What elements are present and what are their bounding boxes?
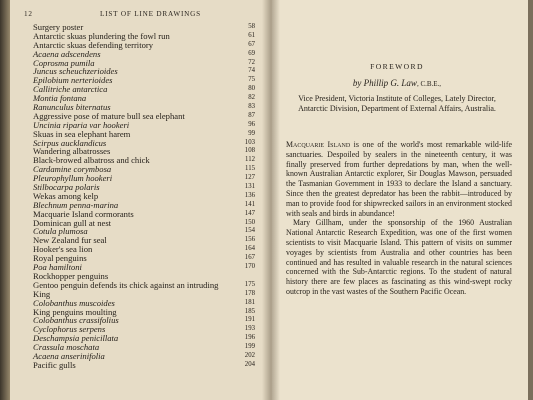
- drawing-page-number: 112: [245, 156, 255, 164]
- drawing-title: Antarctic skuas plundering the fowl run: [33, 30, 170, 41]
- drawing-page-number: 75: [248, 76, 255, 84]
- drawing-page-number: 141: [244, 200, 255, 208]
- drawing-title: Black-browed albatross and chick: [33, 155, 150, 166]
- drawing-title: Crassula moschata: [33, 342, 100, 353]
- drawing-title: Poa hamiltoni: [33, 262, 82, 273]
- drawing-entry: [33, 361, 255, 370]
- drawing-title: Montia fontana: [33, 93, 87, 104]
- running-header: [24, 10, 260, 22]
- drawing-page-number: 181: [244, 298, 255, 306]
- drawing-page-number: 164: [244, 245, 255, 253]
- drawing-title: Skuas in sea elephant harem: [33, 128, 131, 139]
- drawing-title: Royal penguins: [33, 253, 87, 264]
- drawing-title: Antarctic skuas defending territory: [33, 39, 154, 50]
- drawing-page-number: 131: [244, 183, 255, 191]
- drawing-title: Wandering albatrosses: [33, 146, 111, 157]
- drawing-page-number: 58: [248, 23, 255, 30]
- drawing-title: Cotula plumosa: [33, 226, 88, 237]
- drawing-title: Pacific gulls: [33, 359, 76, 370]
- drawing-page-number: 136: [244, 191, 255, 199]
- drawing-title: Uncinia riparia var hookeri: [33, 119, 130, 130]
- drawing-title: Scirpus aucklandicus: [33, 137, 107, 148]
- drawing-title: Aggressive pose of mature bull sea elephant: [33, 110, 185, 121]
- paragraph-lead-in: Macquarie Island: [286, 140, 351, 149]
- foreword-paragraph: [286, 218, 512, 296]
- drawing-title: Cardamine corymbosa: [33, 164, 112, 175]
- drawing-title: Deschampsia penicillata: [33, 333, 119, 344]
- drawing-title: Wekas among kelp: [33, 190, 99, 201]
- drawing-page-number: 202: [244, 351, 255, 359]
- drawing-title: Acaena adscendens: [33, 48, 101, 59]
- drawing-page-number: 115: [245, 165, 255, 173]
- drawing-title: Gentoo penguin defends its chick against an intruding: [33, 279, 219, 290]
- drawing-page-number: 175: [244, 280, 255, 288]
- author-name: Phillip G. Law: [363, 78, 417, 88]
- drawing-page-number: 154: [244, 227, 255, 235]
- drawing-title: Colobanthus muscoides: [33, 297, 115, 308]
- drawing-title: Callitriche antarctica: [33, 84, 108, 95]
- drawing-title: Surgery poster: [33, 22, 84, 32]
- drawing-page-number: 150: [244, 218, 255, 226]
- drawing-page-number: 69: [248, 49, 255, 57]
- drawing-page-number: 103: [244, 138, 255, 146]
- page-number: 12: [24, 10, 33, 18]
- drawing-page-number: 178: [244, 289, 255, 297]
- drawing-page-number: 204: [244, 360, 255, 368]
- drawing-page-number: 185: [244, 307, 255, 315]
- foreword-heading: FOREWORD: [370, 62, 424, 71]
- paragraph-text: Mary Gillham, under the sponsorship of the 1960 Australian National Antarctic Research Expedition, was one of the first women scientists to visit Macquarie Island. This pattern of visits on summer voyages by scientists from Australia and other countries has been continued and has resulted in valuable research in the natural sciences concerned with the Sub-Antarctic regions. To the student of natural history there are few places as fascinating as this wind-swept rocky outcrop in the vast wastes of the Southern Pacific Ocean.: [286, 218, 512, 296]
- drawing-title: Coprosma pumila: [33, 57, 95, 68]
- drawing-page-number: 127: [244, 174, 255, 182]
- drawing-title: Stilbocarpa polaris: [33, 182, 100, 193]
- drawing-page-number: 108: [244, 147, 255, 155]
- foreword-paragraph: [286, 140, 512, 218]
- foreword-body: [286, 140, 512, 297]
- drawing-title: Hooker's sea lion: [33, 244, 93, 255]
- drawing-page-number: 61: [248, 31, 255, 39]
- drawing-page-number: 82: [248, 94, 255, 102]
- author-honours: , C.B.E.,: [416, 80, 442, 88]
- list-of-line-drawings: [33, 23, 255, 370]
- drawing-entry: [33, 281, 255, 290]
- drawing-title: Acaena anserinifolia: [33, 350, 105, 361]
- drawing-page-number: 99: [248, 129, 255, 137]
- drawing-page-number: 147: [244, 209, 255, 217]
- drawing-title: King penguins moulting: [33, 306, 117, 317]
- drawing-page-number: 80: [248, 85, 255, 93]
- drawing-title: Colobanthus crassifolius: [33, 315, 119, 326]
- drawing-page-number: 96: [248, 120, 255, 128]
- drawing-page-number: 87: [248, 111, 255, 119]
- drawing-page-number: 156: [244, 236, 255, 244]
- drawing-title: King: [33, 288, 51, 299]
- book-gutter: [262, 0, 280, 400]
- drawing-title: Cyclophorus serpens: [33, 324, 106, 335]
- drawing-title: Rockhopper penguins: [33, 270, 109, 281]
- drawing-page-number: 191: [244, 316, 255, 324]
- drawing-title: Macquarie Island cormorants: [33, 208, 134, 219]
- drawing-title: Ranunculus biternatus: [33, 102, 111, 113]
- drawing-title: Blechnum penna-marina: [33, 199, 119, 210]
- drawing-page-number: 67: [248, 40, 255, 48]
- drawing-page-number: 167: [244, 254, 255, 262]
- book-edge-right: [528, 0, 533, 400]
- byline-prefix: by: [352, 78, 364, 88]
- drawing-page-number: 74: [248, 67, 255, 75]
- drawing-title: New Zealand fur seal: [33, 235, 107, 246]
- paragraph-text: is one of the world's most remarkable wild-life sanctuaries. Despoiled by sealers in the nineteenth century, it was finally preserved from further depredations by man, when the well-known Australian Antarctic explorer, Sir Douglas Mawson, persuaded the Tasmanian Government in 1933 to declare the Island a sanctuary. Since then the greatest depredator has been the rabbit—introduced by man to provide food for shipwrecked sailors in an environment stocked with seals and birds in abundance!: [286, 140, 512, 218]
- drawing-page-number: 83: [248, 103, 255, 111]
- drawing-page-number: 193: [244, 325, 255, 333]
- drawing-page-number: 170: [244, 263, 255, 271]
- running-head-title: LIST OF LINE DRAWINGS: [100, 10, 201, 18]
- drawing-page-number: 72: [248, 58, 255, 66]
- drawing-title: Juncus scheuchzerioides: [33, 66, 118, 77]
- foreword-byline: [277, 78, 517, 88]
- drawing-page-number: 196: [244, 334, 255, 342]
- drawing-title: Dominican gull at nest: [33, 217, 112, 228]
- author-affiliation: Vice President, Victoria Institute of Colleges, Lately Director, Antarctic Division, Department of External Affairs, Australia.: [298, 94, 496, 113]
- drawing-title: Epilobium nerterioides: [33, 75, 113, 86]
- drawing-page-number: 199: [244, 343, 255, 351]
- drawing-title: Pleurophyllum hookeri: [33, 173, 113, 184]
